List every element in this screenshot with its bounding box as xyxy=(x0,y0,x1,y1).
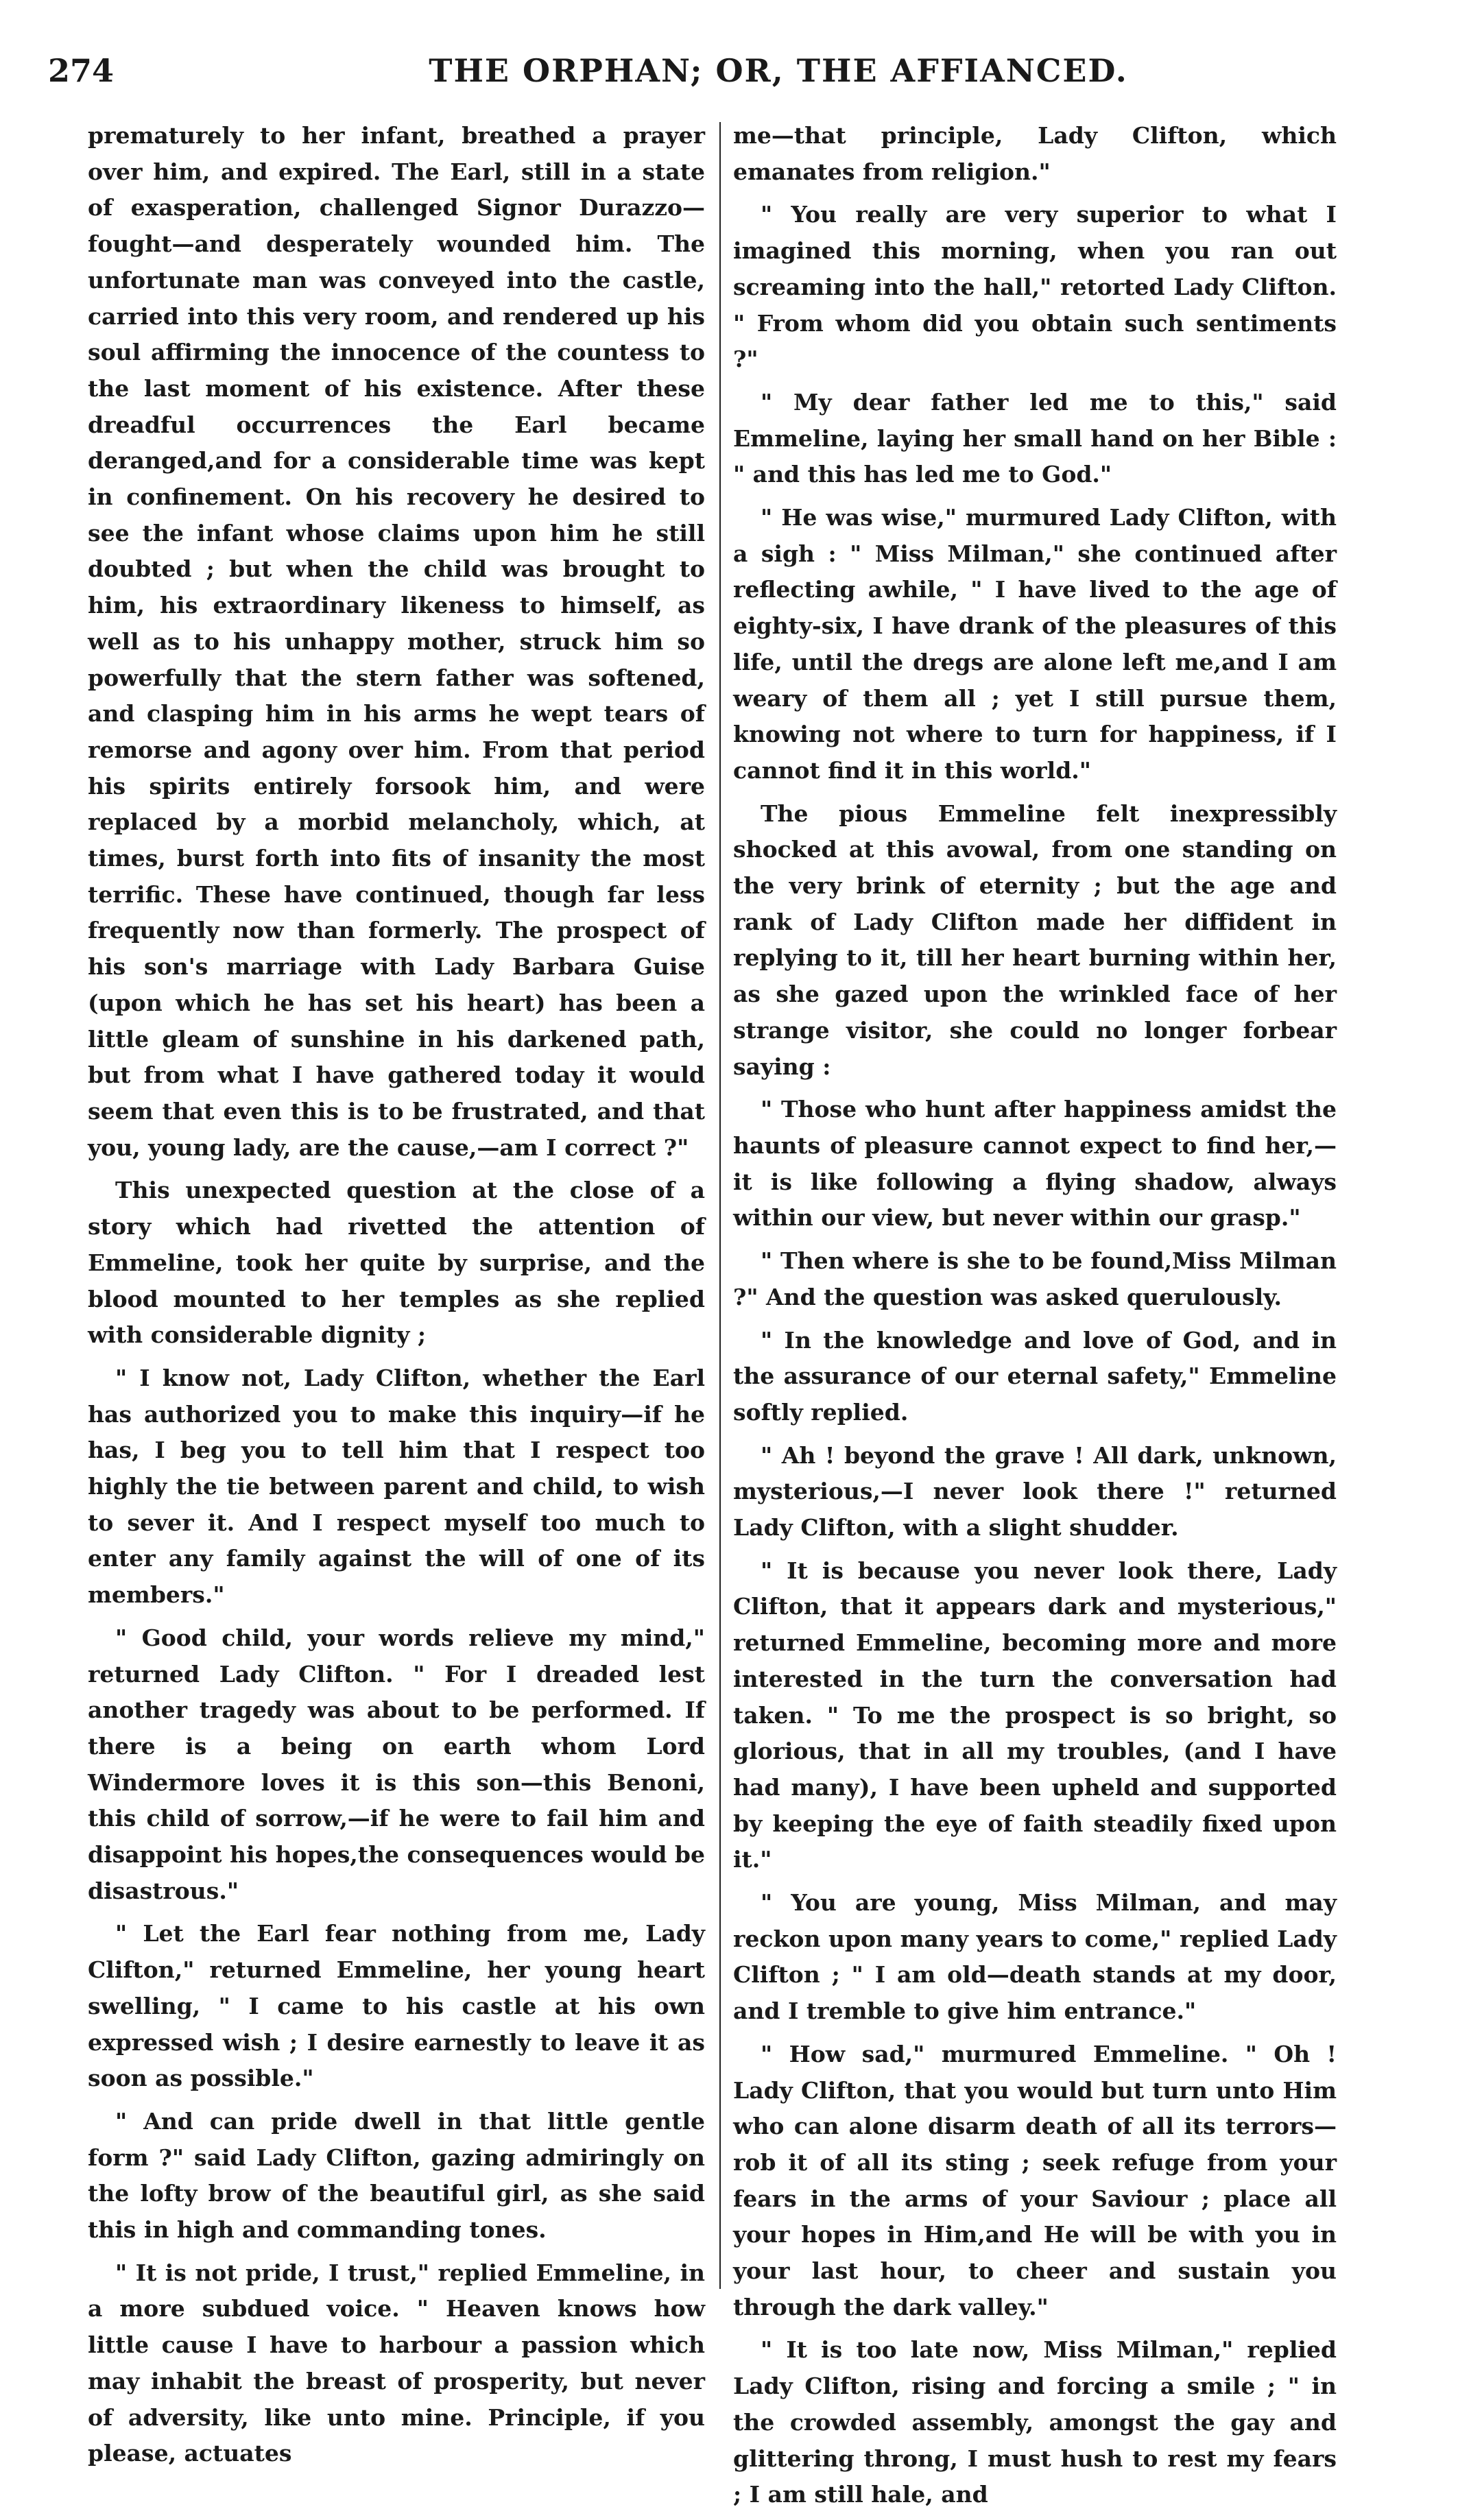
paragraph: " Those who hunt after happiness amidst the haunts of pleasure cannot expect to find her,—it is like following a flying shadow, always within our view, but never within our grasp." xyxy=(733,1096,1337,1232)
paragraph: " It is because you never look there, Lady Clifton, that it appears dark and mysterious," returned Emmeline, becoming more and more interested in the turn the conversation had taken. " To me the prospect is so bright, so glorious, that in all my troubles, (and I have had many), I have been upheld and supported by keeping the eye of faith steadily fixed upon it." xyxy=(733,1557,1337,1873)
paragraph: " My dear father led me to this," said Emmeline, laying her small hand on her Bible : " and this has led me to God." xyxy=(733,388,1337,488)
paragraph: " How sad," murmured Emmeline. " Oh ! Lady Clifton, that you would but turn unto Him who can alone disarm death of all its terrors—rob it of all its sting ; seek refuge from your fears in the arms of your Saviour ; place all your hopes in Him,and He will be with you in your last hour, to cheer and sustain you through the dark valley." xyxy=(733,2040,1337,2320)
paragraph: " It is too late now, Miss Milman," replied Lady Clifton, rising and forcing a smile ; " in the crowded assembly, amongst the gay and glittering throng, I must hush to rest my fears ; I am still hale, and xyxy=(733,2336,1337,2508)
paragraph: " I know not, Lady Clifton, whether the Earl has authorized you to make this inquiry—if he has, I beg you to tell him that I respect too highly the tie between parent and child, to wish to sever it. And I respect myself too much to enter any family against the will of one of its members." xyxy=(88,1364,705,1609)
paragraph: " In the knowledge and love of God, and in the assurance of our eternal safety," Emmeline softly replied. xyxy=(733,1326,1337,1426)
paragraph: prematurely to her infant, breathed a prayer over him, and expired. The Earl, still in a state of exasperation, challenged Signor Durazzo—fought—and desperately wounded him. The unfortunate man was conveyed into the castle, carried into this very room, and rendered up his soul affirming the innocence of the countess to the last moment of his existence. After these dreadful occurrences the Earl became deranged,and for a considerable time was kept in confinement. On his recovery he desired to see the infant whose claims upon him he still doubted ; but when the child was brought to him, his extraordinary likeness to himself, as well as to his unhappy mother, struck him so powerfully that the stern father was softened, and clasping him in his arms he wept tears of remorse and agony over him. From that period his spirits entirely forsook him, and were replaced by a morbid melancholy, which, at times, burst forth into fits of insanity the most terrific. These have continued, though far less frequently now than formerly. The prospect of his son's marriage with Lady Barbara Guise (upon which he has set his heart) has been a little gleam of sunshine in his darkened path, but from what I have gathered today it would seem that even this is to be frustrated, and that you, young lady, are the cause,—am I correct ?" xyxy=(88,122,705,1161)
paragraph: me—that principle, Lady Clifton, which emanates from religion." xyxy=(733,122,1337,185)
column-divider xyxy=(719,122,721,2289)
running-head: THE ORPHAN; OR, THE AFFIANCED. xyxy=(429,52,1128,89)
paragraph: This unexpected question at the close of a story which had rivetted the attention of Emmeline, took her quite by surprise, and the blood mounted to her temples as she replied with considerable dignity ; xyxy=(88,1177,705,1349)
paragraph: " You are young, Miss Milman, and may reckon upon many years to come," replied Lady Clifton ; " I am old—death stands at my door, and I tremble to give him entrance." xyxy=(733,1889,1337,2025)
paragraph: " Good child, your words relieve my mind," returned Lady Clifton. " For I dreaded lest another tragedy was about to be performed. If there is a being on earth whom Lord Windermore loves it is this son—this Benoni, this child of sorrow,—if he were to fail him and disappoint his hopes,the consequences would be disastrous." xyxy=(88,1624,705,1904)
page-header xyxy=(48,49,1351,97)
left-column xyxy=(88,118,705,2479)
paragraph: " It is not pride, I trust," replied Emmeline, in a more subdued voice. " Heaven knows how little cause I have to harbour a passion which may inhabit the breast of prosperity, but never of adversity, like unto mine. Principle, if you please, actuates xyxy=(88,2259,705,2467)
paragraph: " Then where is she to be found,Miss Milman ?" And the question was asked querulously. xyxy=(733,1247,1337,1310)
paragraph: " Ah ! beyond the grave ! All dark, unknown, mysterious,—I never look there !" returned Lady Clifton, with a slight shudder. xyxy=(733,1441,1337,1541)
paragraph: " Let the Earl fear nothing from me, Lady Clifton," returned Emmeline, her young heart swelling, " I came to his castle at his own expressed wish ; I desire earnestly to leave it as soon as possible." xyxy=(88,1920,705,2092)
paragraph: " You really are very superior to what I imagined this morning, when you ran out screaming into the hall," retorted Lady Clifton. " From whom did you obtain such sentiments ?" xyxy=(733,201,1337,373)
page-number: 274 xyxy=(48,52,115,89)
paragraph: " He was wise," murmured Lady Clifton, with a sigh : " Miss Milman," she continued after reflecting awhile, " I have lived to the age of eighty-six, I have drank of the pleasures of this life, until the dregs are alone left me,and I am weary of them all ; yet I still pursue them, knowing not where to turn for happiness, if I cannot find it in this world." xyxy=(733,504,1337,784)
paragraph: The pious Emmeline felt inexpressibly shocked at this avowal, from one standing on the very brink of eternity ; but the age and rank of Lady Clifton made her diffident in replying to it, till her heart burning within her, as she gazed upon the wrinkled face of her strange visitor, she could no longer forbear saying : xyxy=(733,800,1337,1080)
paragraph: " And can pride dwell in that little gentle form ?" said Lady Clifton, gazing admiringly on the lofty brow of the beautiful girl, as she said this in high and commanding tones. xyxy=(88,2107,705,2244)
right-column xyxy=(733,118,1337,2520)
